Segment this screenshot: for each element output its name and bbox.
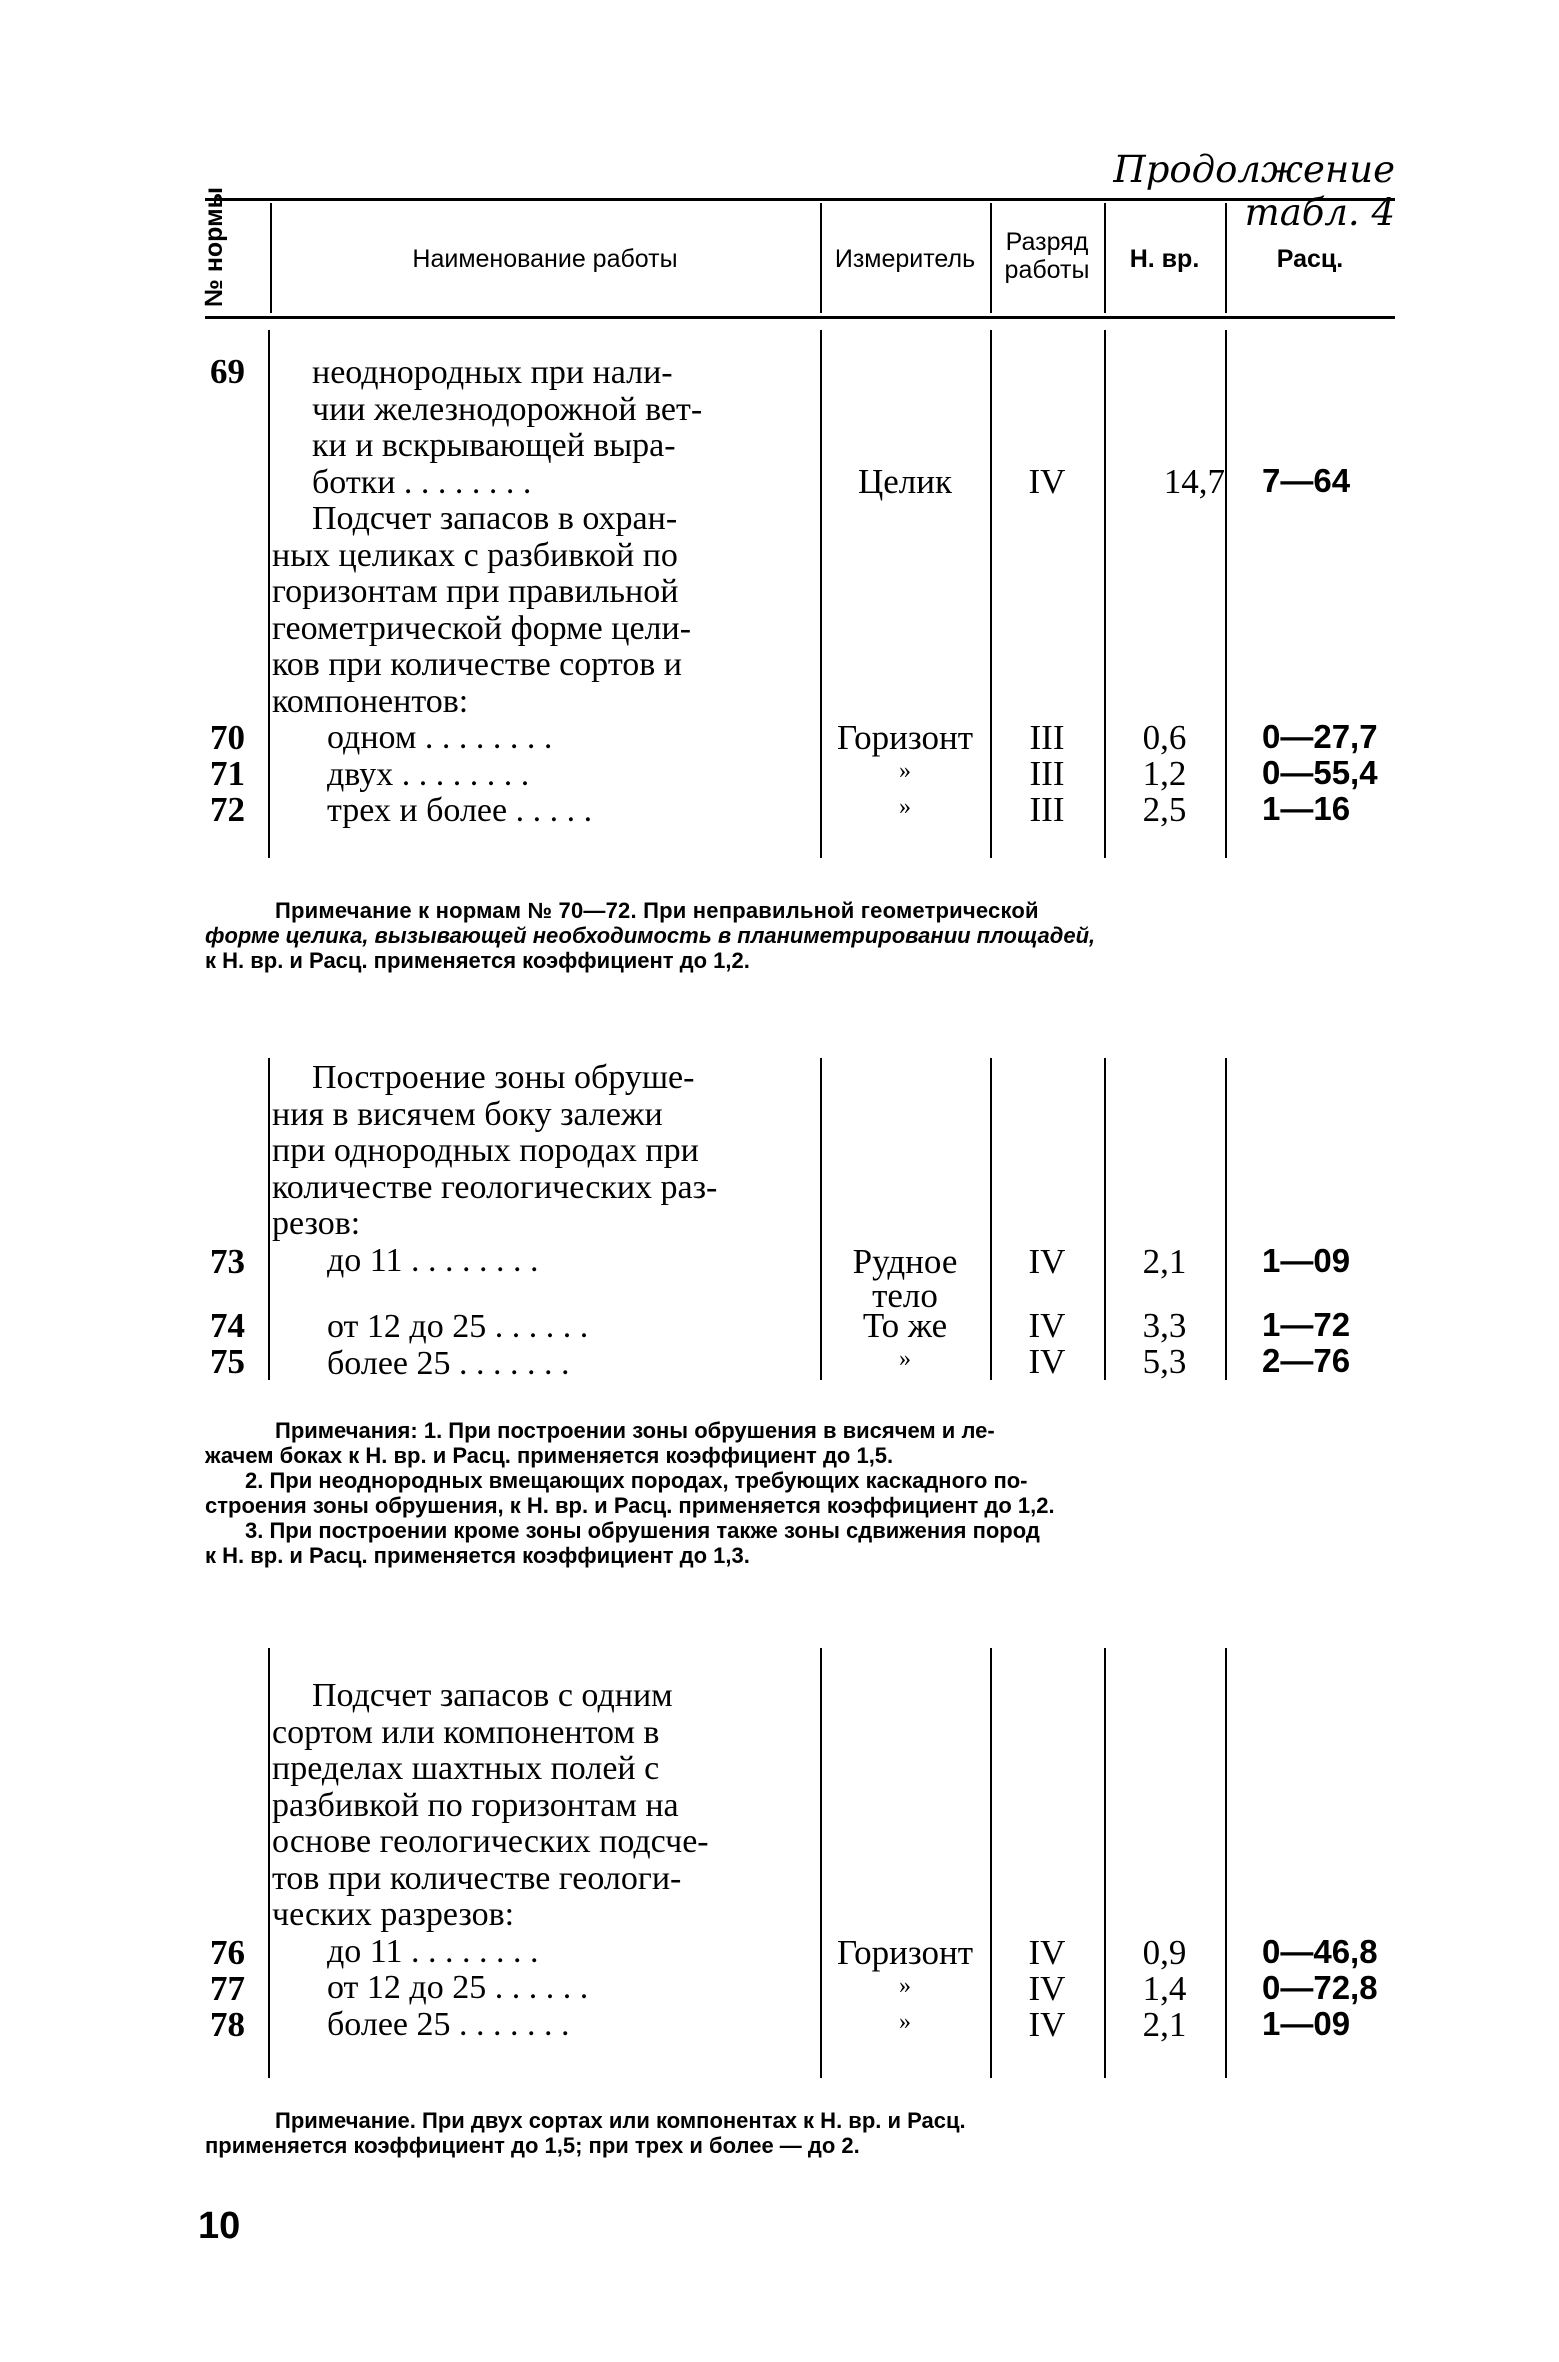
note-block [205,898,1095,973]
text-line: ков при количестве сортов и [272,646,682,683]
unit-cell: » [899,758,911,784]
text-line: от 12 до 25 . . . . . . [327,1308,589,1345]
note-block [205,1418,1055,1568]
text-line: до 11 . . . . . . . . [327,1241,539,1279]
col-divider [1225,1648,1227,2078]
unit-cell: Горизонт [836,718,974,757]
text-line: сортом или компонентом в [272,1713,660,1751]
text-line: чии железнодорожной вет- [312,390,703,428]
grade-cell: III [1029,790,1065,829]
note-line: Примечания: 1. При построении зоны обрушения в висячем и ле- [275,1418,995,1443]
continuation-title: Продолжение табл. 4 [1113,148,1395,234]
unit-cell: То же [862,1306,948,1345]
rate-cell: 0—72,8 [1262,1969,1378,2006]
note-line: 3. При построении кроме зоны обрушения также зоны сдвижения пород [245,1518,1040,1543]
header-name: Наименование работы [412,245,678,273]
note-line: 2. При неоднородных вмещающих породах, требующих каскадного по- [245,1468,1028,1493]
text-line: двух . . . . . . . . [327,755,530,793]
norm-number: 69 [210,352,245,391]
unit-cell: » [899,1346,911,1372]
col-divider [268,330,270,858]
grade-cell: III [1029,718,1065,757]
rate-cell: 2—76 [1262,1342,1351,1379]
note-line: строения зоны обрушения, к Н. вр. и Расц. применяется коэффициент до 1,2. [205,1493,1055,1518]
time-cell: 3,3 [1142,1306,1187,1345]
note-line: к Н. вр. и Расц. применяется коэффициент до 1,2. [205,948,750,973]
time-cell: 0,6 [1142,718,1187,757]
work-name-text [272,1678,812,2043]
norm-number: 74 [210,1306,245,1345]
text-line: ботки . . . . . . . . [312,463,532,501]
time-cell: 14,7 [1163,462,1225,501]
grade-cell: IV [1028,2005,1066,2044]
rate-cell: 0—55,4 [1262,754,1378,791]
header-time: Н. вр. [1129,245,1200,273]
text-line: более 25 . . . . . . . [327,1344,570,1382]
text-line: до 11 . . . . . . . . [327,1932,539,1970]
note-line: жачем боках к Н. вр. и Расц. применяется коэффициент до 1,5. [205,1443,894,1468]
text-line: резов: [272,1205,361,1242]
unit-cell: Горизонт [836,1933,974,1972]
col-divider [268,1058,270,1380]
text-line: одном . . . . . . . . [327,719,553,756]
unit-cell: Рудное [852,1242,958,1281]
text-line: от 12 до 25 . . . . . . [327,1969,589,2006]
text-line [272,1279,812,1309]
rate-cell: 1—09 [1262,2005,1351,2042]
table-top-rule [205,198,1395,201]
text-line: основе геологических подсче- [272,1823,709,1860]
header-norm-no [162,187,252,315]
grade-cell: III [1029,754,1065,793]
col-divider [1225,1058,1227,1380]
note-line: форме целика, вызывающей необходимость в планиметрировании площадей, [205,923,1096,948]
note-block [205,2108,966,2158]
norm-number: 73 [210,1242,245,1281]
rate-cell: 0—46,8 [1262,1933,1378,1970]
time-cell: 2,5 [1142,790,1187,829]
rate-cell: 7—64 [1262,462,1351,499]
norm-number: 76 [210,1933,245,1972]
time-cell: 2,1 [1142,2005,1187,2044]
text-line: Построение зоны обруше- [312,1059,695,1096]
grade-cell: IV [1028,1242,1066,1281]
note-line: к Н. вр. и Расц. применяется коэффициент до 1,3. [205,1543,750,1568]
time-cell: 0,9 [1142,1933,1187,1972]
header-grade-2: работы [1004,256,1090,284]
work-name-text [272,355,812,830]
time-cell: 1,4 [1142,1969,1187,2008]
text-line: при однородных породах при [272,1132,699,1169]
text-line: Подсчет запасов с одним [312,1677,673,1714]
grade-cell: IV [1028,1306,1066,1345]
grade-cell: IV [1028,1933,1066,1972]
text-line: пределах шахтных полей с [272,1750,660,1787]
unit-cell-line2: тело [872,1276,938,1315]
text-line: компонентов: [272,682,469,720]
text-line: ки и вскрывающей выра- [312,427,676,464]
norm-number: 77 [210,1969,245,2008]
text-line: неоднородных при нали- [312,354,673,391]
time-cell: 5,3 [1142,1342,1187,1381]
time-cell: 2,1 [1142,1242,1187,1281]
header-rate: Расц. [1276,245,1344,273]
col-divider [268,1648,270,2078]
text-line: горизонтам при правильной [272,573,679,610]
text-line: более 25 . . . . . . . [327,2005,570,2043]
norm-number: 75 [210,1342,245,1381]
text-line: трех и более . . . . . [327,792,593,829]
unit-cell: Целик [857,462,952,501]
col-divider [1225,330,1227,858]
grade-cell: IV [1028,462,1066,501]
rate-cell: 0—27,7 [1262,718,1378,755]
rate-cell: 1—16 [1262,790,1351,827]
header-unit: Измеритель [834,245,976,273]
norm-number: 71 [210,754,245,793]
time-cell: 1,2 [1142,754,1187,793]
unit-cell: » [899,794,911,820]
text-line: разбивкой по горизонтам на [272,1786,679,1824]
note-line: Примечание. При двух сортах или компонентах к Н. вр. и Расц. [275,2108,966,2133]
rate-cell: 1—09 [1262,1242,1351,1279]
note-line: Примечание к нормам № 70—72. При неправильной геометрической [275,898,1039,923]
text-line: геометрической форме цели- [272,609,692,647]
norm-number: 70 [210,718,245,757]
header-bottom-rule [205,316,1395,319]
text-line: ных целиках с разбивкой по [272,536,678,574]
unit-cell: » [899,1973,911,1999]
grade-cell: IV [1028,1969,1066,2008]
rate-cell: 1—72 [1262,1306,1351,1343]
text-line: ния в висячем боку залежи [272,1095,663,1133]
text-line: тов при количестве геологи- [272,1859,682,1897]
page-number: 10 [198,2205,241,2247]
norm-number: 78 [210,2005,245,2044]
work-name-text [272,1060,812,1382]
text-line: ческих разрезов: [272,1896,515,1933]
note-line: применяется коэффициент до 1,5; при трех и более — до 2. [205,2133,860,2158]
header-norm-no-label: № нормы [200,187,228,307]
header-grade-1: Разряд [1005,228,1089,256]
unit-cell: » [899,2009,911,2035]
text-line: количестве геологических раз- [272,1168,718,1206]
norm-number: 72 [210,790,245,829]
grade-cell: IV [1028,1342,1066,1381]
text-line: Подсчет запасов в охран- [312,500,678,537]
